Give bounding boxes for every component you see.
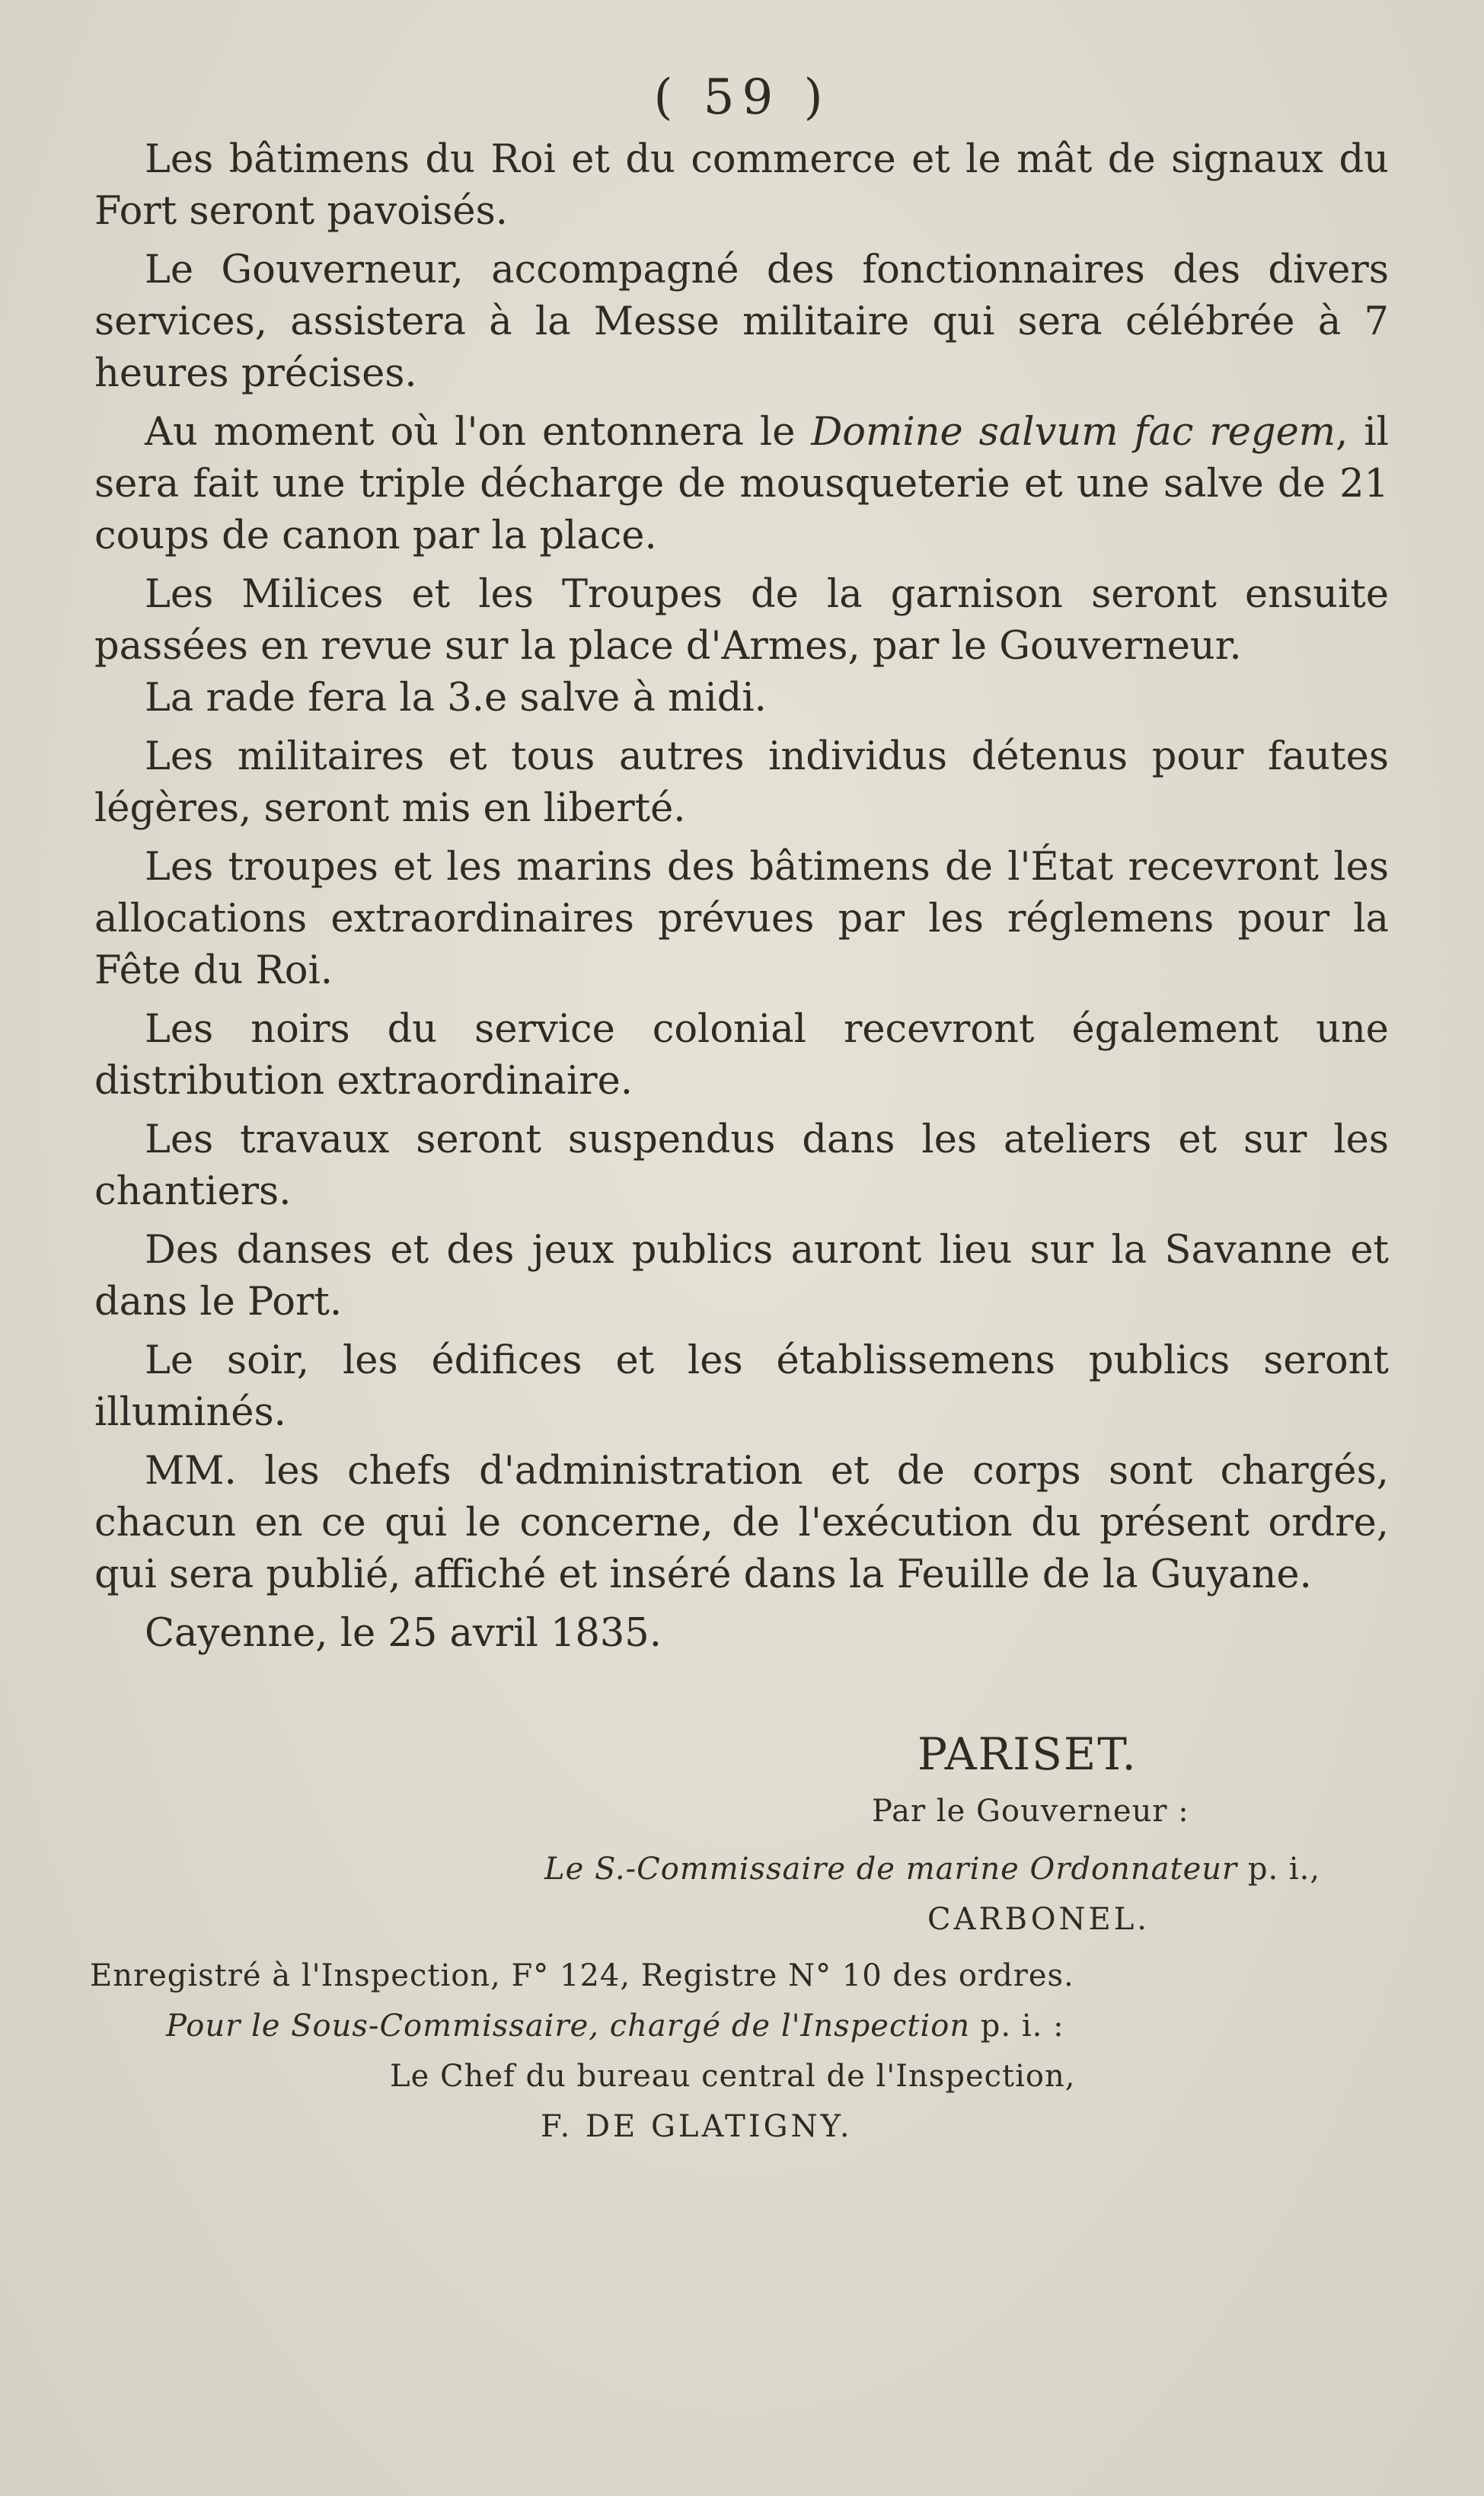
- registration-pour-le-italic: Pour le Sous-Commissaire, chargé de l'Inspection: [166, 2009, 971, 2044]
- registration-glatigny: F. DE GLATIGNY.: [541, 2109, 853, 2144]
- paragraph-messe: Le Gouverneur, accompagné des fonctionnaires des divers services, assistera à la Messe militaire qui sera célébrée à 7 heures précises.: [94, 248, 1389, 396]
- registration-pour-le: [166, 2006, 1064, 2046]
- signature-par-le-gouverneur: Par le Gouverneur :: [872, 1794, 1189, 1829]
- paragraph-date: Cayenne, le 25 avril 1835.: [145, 1611, 662, 1656]
- paragraph-chefs: MM. les chefs d'administration et de corps sont chargés, chacun en ce qui le concerne, de l'exécution du présent ordre, qui sera publié, affiché et inséré dans la Feuille de la Guyane.: [94, 1449, 1389, 1597]
- registration-chef-du-bureau: Le Chef du bureau central de l'Inspection,: [390, 2059, 1076, 2094]
- signature-pariset: PARISET.: [918, 1728, 1138, 1780]
- signature-title: [544, 1849, 1320, 1889]
- body-text: [94, 134, 1389, 1667]
- paragraph-noirs: Les noirs du service colonial recevront également une distribution extraordinaire.: [94, 1007, 1389, 1104]
- registration-pour-le-suffix: p. i. :: [970, 2009, 1064, 2044]
- domine-after: , il sera fait une triple décharge de mousqueterie et une salve de 21 coups de canon par la place.: [94, 410, 1389, 558]
- registration-line: Enregistré à l'Inspection, F° 124, Registre N° 10 des ordres.: [90, 1958, 1074, 1993]
- signature-title-italic: Le S.-Commissaire de marine Ordonnateur: [544, 1852, 1238, 1887]
- signature-title-suffix: p. i.,: [1237, 1852, 1321, 1887]
- domine-italic: Domine salvum fac regem: [811, 410, 1336, 455]
- domine-before: Au moment où l'on entonnera le: [145, 410, 812, 455]
- paragraph-danses: Des danses et des jeux publics auront lieu sur la Savanne et dans le Port.: [94, 1228, 1389, 1325]
- paragraph-soir: Le soir, les édifices et les établissemens publics seront illuminés.: [94, 1338, 1389, 1435]
- paragraph-pavoises: Les bâtimens du Roi et du commerce et le mât de signaux du Fort seront pavoisés.: [94, 137, 1389, 234]
- page-number: ( 59 ): [653, 69, 831, 126]
- paragraph-troupes: Les troupes et les marins des bâtimens de l'État recevront les allocations extraordinaires prévues par les réglemens pour la Fête du Roi.: [94, 845, 1389, 993]
- signature-carbonel: CARBONEL.: [927, 1902, 1150, 1937]
- paragraph-militaires: Les militaires et tous autres individus détenus pour fautes légères, seront mis en liberté.: [94, 734, 1389, 831]
- paragraph-travaux: Les travaux seront suspendus dans les ateliers et sur les chantiers.: [94, 1117, 1389, 1214]
- paragraph-milices: Les Milices et les Troupes de la garnison seront ensuite passées en revue sur la place d'Armes, par le Gouverneur.: [94, 572, 1389, 669]
- paragraph-rade: La rade fera la 3.e salve à midi.: [145, 676, 767, 721]
- paragraph-domine: [94, 407, 1389, 562]
